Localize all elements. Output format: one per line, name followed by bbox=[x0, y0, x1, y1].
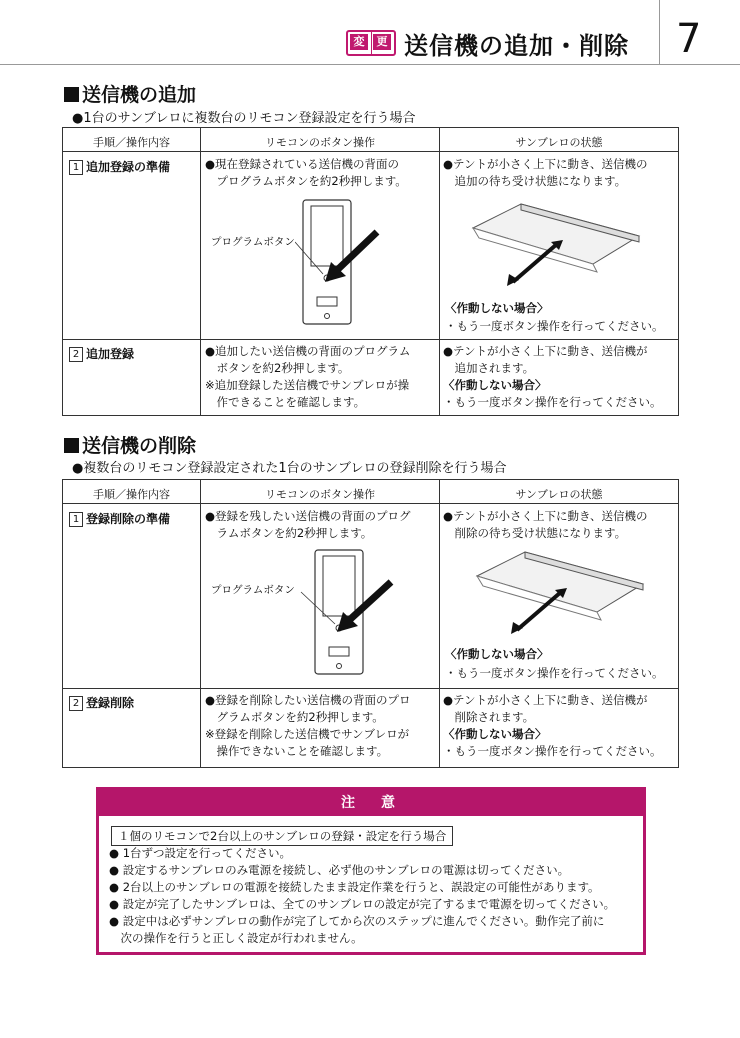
state-text: ●テントが小さく上下に動き、送信機の 追加の待ち受け状態になります。 bbox=[443, 157, 648, 188]
page-number: 7 bbox=[676, 16, 702, 62]
remote-illustration bbox=[205, 544, 437, 684]
program-button-label: プログラムボタン bbox=[211, 584, 295, 596]
caution-box bbox=[96, 787, 646, 955]
state-text: ●テントが小さく上下に動き、送信機が 追加されます。 〈作動しない場合〉 ・もう一度ボタン操作を行ってください。 bbox=[443, 344, 662, 409]
col-header-state: サンブレロの状態 bbox=[515, 488, 603, 501]
col-header-step: 手順／操作内容 bbox=[93, 136, 170, 149]
add-table bbox=[62, 127, 679, 416]
not-working-title: 〈作動しない場合〉 bbox=[445, 301, 549, 315]
remote-illustration bbox=[205, 196, 437, 336]
col-header-operation: リモコンのボタン操作 bbox=[265, 488, 375, 501]
awning-illustration bbox=[467, 546, 677, 646]
step-1: 1 登録削除の準備 bbox=[69, 510, 170, 527]
header-divider bbox=[659, 0, 660, 64]
page-title: 送信機の追加・削除 bbox=[404, 32, 629, 60]
caution-item: ● 1台ずつ設定を行ってください。 bbox=[109, 846, 292, 860]
caution-item: ● 2台以上のサンブレロの電源を接続したまま設定作業を行うと、誤設定の可能性があります。 bbox=[109, 880, 600, 894]
change-badge bbox=[346, 30, 396, 56]
section-delete-title: 送信機の削除 bbox=[64, 431, 196, 458]
caution-item: ● 設定中は必ずサンブレロの動作が完了してから次のステップに進んでください。動作完了前に bbox=[109, 914, 605, 928]
caution-title: 注 意 bbox=[99, 790, 643, 816]
square-bullet-icon bbox=[64, 87, 79, 102]
square-bullet-icon bbox=[64, 438, 79, 453]
col-header-state: サンブレロの状態 bbox=[515, 136, 603, 149]
state-text: ●テントが小さく上下に動き、送信機の 削除の待ち受け状態になります。 bbox=[443, 509, 648, 540]
not-working-text: ・もう一度ボタン操作を行ってください。 bbox=[445, 319, 664, 333]
caution-boxed-label: １個のリモコンで2台以上のサンブレロの登録・設定を行う場合 bbox=[111, 826, 453, 846]
delete-table bbox=[62, 479, 679, 768]
caution-item: 次の操作を行うと正しく設定が行われません。 bbox=[109, 931, 363, 945]
badge-char-2: 更 bbox=[373, 34, 391, 50]
section-delete-subtitle: ●複数台のリモコン登録設定された1台のサンブレロの登録削除を行う場合 bbox=[72, 461, 507, 476]
header-rule bbox=[0, 64, 740, 65]
operation-text: ●現在登録されている送信機の背面の プログラムボタンを約2秒押します。 bbox=[205, 157, 407, 188]
section-add-subtitle: ●1台のサンブレロに複数台のリモコン登録設定を行う場合 bbox=[72, 111, 416, 126]
awning-illustration bbox=[463, 198, 673, 298]
col-header-step: 手順／操作内容 bbox=[93, 488, 170, 501]
program-button-label: プログラムボタン bbox=[211, 236, 295, 248]
step-2: 2 登録削除 bbox=[69, 694, 134, 711]
operation-text: ●登録を残したい送信機の背面のプログ ラムボタンを約2秒押します。 bbox=[205, 509, 411, 540]
not-working-title: 〈作動しない場合〉 bbox=[445, 647, 549, 661]
not-working-text: ・もう一度ボタン操作を行ってください。 bbox=[445, 666, 664, 680]
section-add-title: 送信機の追加 bbox=[64, 80, 196, 107]
state-text: ●テントが小さく上下に動き、送信機が 削除されます。 〈作動しない場合〉 ・もう一度ボタン操作を行ってください。 bbox=[443, 693, 662, 758]
step-1: 1 追加登録の準備 bbox=[69, 158, 170, 175]
step-2: 2 追加登録 bbox=[69, 345, 134, 362]
caution-item: ● 設定するサンブレロのみ電源を接続し、必ず他のサンブレロの電源は切ってください。 bbox=[109, 863, 570, 877]
caution-item: ● 設定が完了したサンブレロは、全てのサンブレロの設定が完了するまで電源を切ってください。 bbox=[109, 897, 616, 911]
operation-text: ●登録を削除したい送信機の背面のプロ グラムボタンを約2秒押します。 ※登録を削除した送信機でサンブレロが 操作できないことを確認します。 bbox=[205, 693, 411, 758]
operation-text: ●追加したい送信機の背面のプログラム ボタンを約2秒押します。 ※追加登録した送信機でサンブレロが操 作できることを確認します。 bbox=[205, 344, 411, 409]
col-header-operation: リモコンのボタン操作 bbox=[265, 136, 375, 149]
badge-char-1: 変 bbox=[350, 34, 368, 50]
